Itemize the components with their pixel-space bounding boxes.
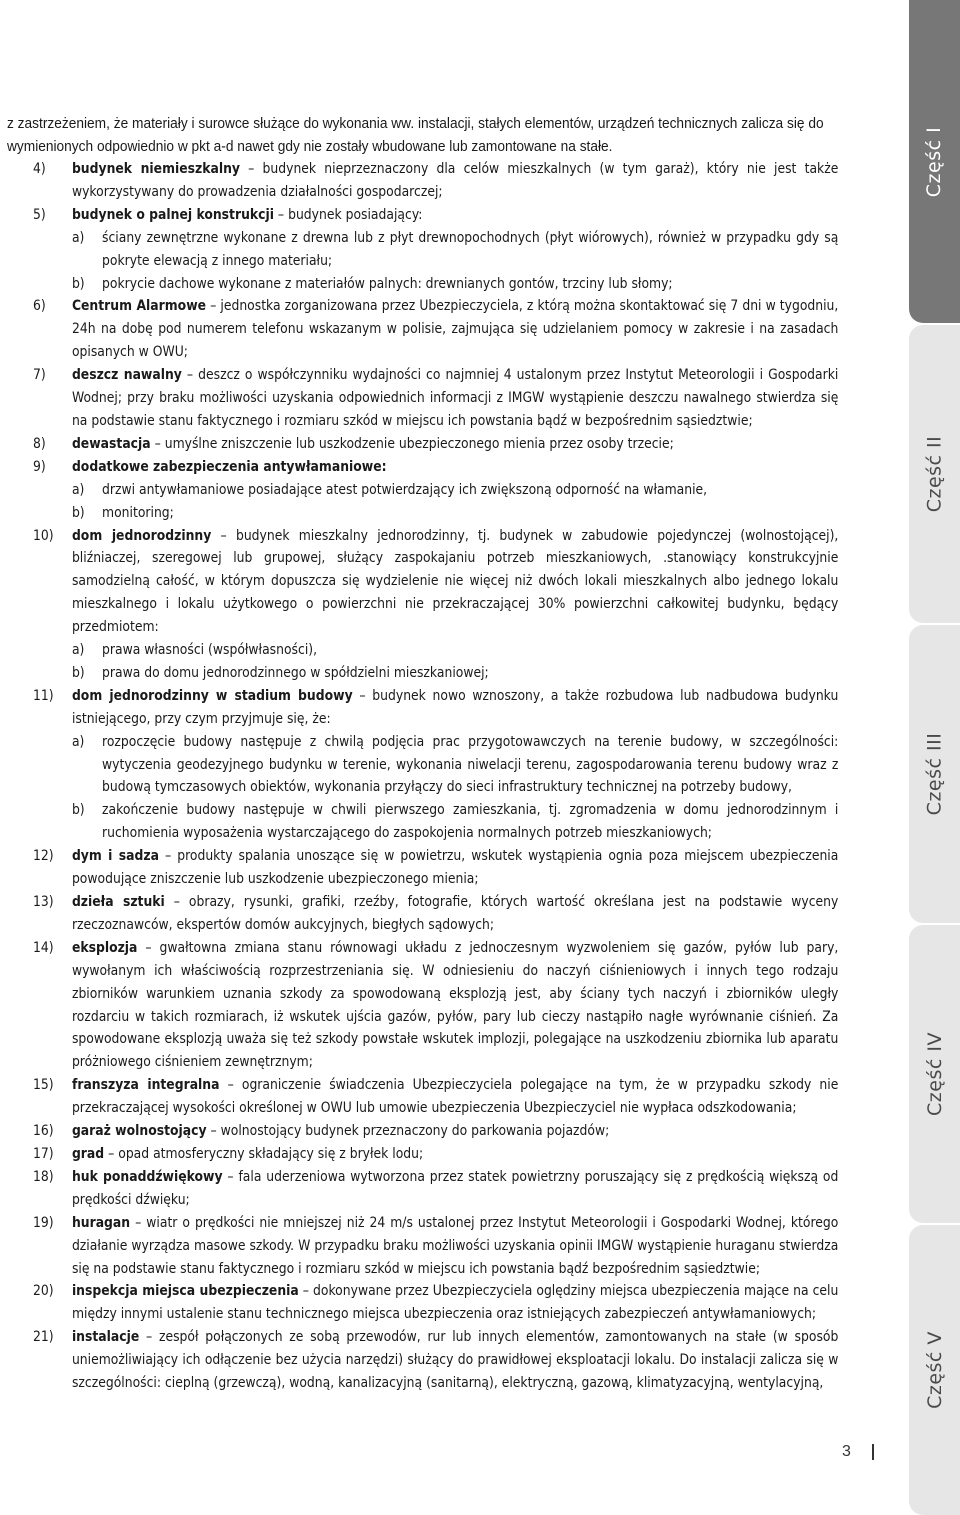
definition-term: huragan [71,1214,131,1231]
subitem-text: ściany zewnętrzne wykonane z drewna lub z płyt drewnopochodnych (płyt wiórowych), również w przypadku gdy są pokryte elewacją z innego materiału; [102,229,839,269]
definition-number: 18) [33,1168,54,1185]
subitem-text: prawa własności (współwłasności), [102,642,318,659]
tab-part-3-label: Część III [923,732,946,816]
definition-number: 9) [33,458,46,475]
definition-text: gwałtowna zmiana stanu równowagi układu z jednoczesnym wyzwoleniem się gazów, pyłów lub pary, wywołanym ich właściwością rozprzestrzeniania się. W odniesieniu do naczyń ciśnieniowych i innych tego rodzaju zbiorników warunkiem uznania szkody za spowodowaną eksplozją jest, aby ściany tych naczyń i zbiorników uległy rozdarciu w takich rozmiarach, iż wskutek ujścia gazów, pyłów, pary lub cieczy nastąpiło nagłe wyrównanie ciśnień. Za spowodowane eksplozją uważa się też szkody powstałe wskutek implozji, polegające na uszkodzeniu zbiornika lub aparatu próżniowego ciśnieniem zewnętrznym; [71,939,839,1071]
definition-item [33,1166,838,1212]
definition-term: dom jednorodzinny [71,527,212,544]
definition-number: 6) [33,298,46,315]
definition-text: produkty spalania unoszące się w powietrzu, wskutek wystąpienia ognia poza miejscem ubezpieczenia powodujące zniszczenie lub uszkodzenie ubezpieczonego mienia; [71,848,839,888]
subitem-letter: a) [71,733,85,750]
definition-subitem [72,639,838,662]
definition-item [33,204,838,296]
definition-item [33,158,838,204]
intro-paragraph: z zastrzeżeniem, że materiały i surowce służące do wykonania ww. instalacji, stałych elementów, urządzeń technicznych zalicza się do wymienionych odpowiednio w pkt a-d nawet gdy nie zostały wbudowane lub zamontowane na stałe. [7,116,824,155]
definition-term: inspekcja miejsca ubezpieczenia [71,1283,299,1300]
tab-part-1[interactable] [909,0,960,323]
definition-number: 14) [33,939,54,956]
page-number-divider [872,1444,874,1460]
tab-part-4-label: Część IV [923,1032,946,1116]
subitem-text: zakończenie budowy następuje w chwili pierwszego zamieszkania, tj. zgromadzenia w domu jednorodzinnym i ruchomienia wyposażenia wystarczającego do zaspokojenia normalnych potrzeb mieszkaniowych; [102,802,839,842]
definition-body: dom jednorodzinny w stadium budowy – budynek nowo wznoszony, a także rozbudowa lub nadbudowa budynku istniejącego, przy czym przyjmuje się, że: [71,687,839,727]
definition-number: 13) [33,894,54,910]
definition-term: grad [71,1145,105,1162]
subitem-letter: b) [71,504,85,521]
definition-text: fala uderzeniowa wytworzona przez statek powietrzny poruszający się z prędkością większą od prędkości dźwięku; [71,1168,839,1208]
definition-item [33,433,838,456]
definition-number: 10) [33,527,54,544]
definition-term: dodatkowe zabezpieczenia antywłamaniowe: [71,458,387,475]
definition-number: 21) [33,1329,54,1346]
definition-item [33,525,838,685]
definition-body: deszcz nawalny – deszcz o współczynniku wydajności co najmniej 4 ustalonym przez Instytut Meteorologii i Gospodarki Wodnej; przy braku możliwości uzyskania odpowiednich informacji z IMGW wystąpienie deszczu nawalnego stwierdza się na podstawie stanu faktycznego i rozmiaru szkód w miejscu ich powstania bądź w bezpośrednim sąsiedztwie; [71,367,839,429]
definition-body: franszyza integralna – ograniczenie świadczenia Ubezpieczyciela polegające na tym, że w przypadku szkody nie przekraczającej wysokości określonej w OWU lub umowie ubezpieczenia Ubezpieczyciel nie wypłaca odszkodowania; [71,1077,839,1117]
definition-item [33,891,838,937]
definition-term: budynek niemieszkalny [71,161,240,177]
subitem-text: prawa do domu jednorodzinnego w spółdzielni mieszkaniowej; [102,664,489,681]
definition-item [33,1074,838,1120]
definition-text: dokonywane przez Ubezpieczyciela oględziny miejsca ubezpieczenia mające na celu między innymi ustalenie stanu technicznego miejsca ubezpieczenia oraz istniejących zabezpieczeń antywłamaniowych; [71,1283,839,1323]
definition-item [33,1143,838,1166]
definitions-list [33,158,838,1395]
tab-part-1-label: Część I [923,126,946,197]
definition-text: wolnostojący budynek przeznaczony do parkowania pojazdów; [220,1123,610,1140]
definition-item [33,937,838,1074]
definition-body: grad – opad atmosferyczny składający się z bryłek lodu; [71,1145,424,1162]
subitem-text: pokrycie dachowe wykonane z materiałów palnych: drewnianych gontów, trzciny lub słomy; [102,275,673,292]
definition-body: eksplozja – gwałtowna zmiana stanu równowagi układu z jednoczesnym wyzwoleniem się gazów, pyłów lub pary, wywołanym ich właściwością rozprzestrzeniania się. W odniesieniu do naczyń ciśnieniowych i innych tego rodzaju zbiorników warunkiem uznania szkody za spowodowaną eksplozją jest, aby ściany tych naczyń i zbiorników uległy rozdarciu w takich rozmiarach, iż wskutek ujścia gazów, pyłów, pary lub cieczy nastąpiło nagłe wyrównanie ciśnień. Za spowodowane eksplozją uważa się też szkody powstałe wskutek implozji, polegające na uszkodzeniu zbiornika lub aparatu próżniowego ciśnieniem zewnętrznym; [71,939,839,1071]
definition-term: eksplozja [71,939,138,956]
definition-subitem [72,479,838,502]
definition-text: budynek nieprzeznaczony dla celów mieszkalnych (w tym garaż), który nie jest także wykorzystywany do prowadzenia działalności gospodarczej; [71,161,839,200]
definition-text: opad atmosferyczny składający się z bryłek lodu; [118,1145,424,1162]
definition-text: jednostka zorganizowana przez Ubezpieczyciela, z którą można skontaktować się 7 dni w tygodniu, 24h na dobę pod numerem telefonu wskazanym w polisie, zajmująca się udzielaniem pomocy w zakresie i na zasadach opisanych w OWU; [71,298,839,361]
subitem-letter: a) [71,229,85,246]
page-number: 3 [842,1443,851,1460]
definition-term: dom jednorodzinny w stadium budowy [71,687,353,704]
definition-body: huk ponaddźwiękowy – fala uderzeniowa wytworzona przez statek powietrzny poruszający się z prędkością większą od prędkości dźwięku; [71,1168,839,1208]
definition-body: huragan – wiatr o prędkości nie mniejszej niż 24 m/s ustalonej przez Instytut Meteorologii i Gospodarki Wodnej, którego działanie wyrządza masowe szkody. W przypadku braku możliwości uzyskania opinii IMGW wystąpienie huraganu stwierdza się na podstawie stanu faktycznego i rozmiaru szkód w miejscu ich powstania bądź bezpośrednim sąsiedztwie; [71,1214,839,1277]
definition-text: umyślne zniszczenie lub uszkodzenie ubezpieczonego mienia przez osoby trzecie; [164,435,674,452]
definition-body: dom jednorodzinny – budynek mieszkalny jednorodzinny, tj. budynek w zabudowie pojedynczej (wolnostojącej), bliźniaczej, szeregowej lub grupowej, służący zaspokajaniu potrzeb mieszkaniowych, .stanowiący konstrukcyjnie samodzielną całość, w którym dopuszcza się wydzielenie nie więcej niż dwóch lokali mieszkalnych albo jednego lokalu mieszkalnego i lokalu użytkowego o powierzchni nie przekraczającej 30% powierzchni całkowitej budynku, będący przedmiotem: [71,527,839,636]
definition-body: inspekcja miejsca ubezpieczenia – dokonywane przez Ubezpieczyciela oględziny miejsca ubezpieczenia mające na celu między innymi ustalenie stanu technicznego miejsca ubezpieczenia oraz istniejących zabezpieczeń antywłamaniowych; [71,1283,839,1323]
definition-term: deszcz nawalny [71,367,182,384]
definition-term: dym i sadza [71,848,159,865]
definition-text: zespół połączonych ze sobą przewodów, rur lub innych elementów, zamontowanych na stałe (w sposób uniemożliwiający ich odłączenie bez użycia narzędzi) służący do prawidłowej eksploatacji lokalu. Do instalacji zalicza się w szczególności: cieplną (grzewczą), wodną, kanalizacyjną (sanitarną), elektryczną, gazową, klimatyzacyjną, wentylacyjną, [71,1329,839,1392]
subitem-letter: a) [71,481,85,498]
definition-item [33,1326,838,1395]
definition-term: franszyza integralna [71,1077,220,1094]
definition-subitem [72,502,838,525]
definition-subitem [72,227,838,273]
definition-body: dzieła sztuki – obrazy, rysunki, grafiki, rzeźby, fotografie, których wartość określana jest na podstawie wyceny rzeczoznawców, ekspertów domów aukcyjnych, biegłych sądowych; [71,894,839,933]
definition-number: 11) [33,687,54,704]
definition-item [33,685,838,845]
definition-term: dewastacja [71,435,151,452]
subitem-letter: b) [71,802,85,819]
definition-term: dzieła sztuki [71,894,165,910]
tab-part-2-label: Część II [923,435,946,513]
definition-number: 4) [33,161,46,177]
definition-subitem [72,731,838,800]
definition-number: 15) [33,1077,54,1094]
definition-item [33,456,838,525]
definition-body: budynek o palnej konstrukcji – budynek posiadający: [71,206,423,223]
definition-item [33,295,838,364]
definition-subitem [72,273,838,296]
definition-number: 16) [33,1123,54,1140]
tab-part-5-label: Część V [923,1331,946,1409]
definition-text: wiatr o prędkości nie mniejszej niż 24 m/s ustalonej przez Instytut Meteorologii i Gospodarki Wodnej, którego działanie wyrządza masowe szkody. W przypadku braku możliwości uzyskania opinii IMGW wystąpienie huraganu stwierdza się na podstawie stanu faktycznego i rozmiaru szkód w miejscu ich powstania bądź bezpośrednim sąsiedztwie; [71,1214,839,1277]
definition-text: deszcz o współczynniku wydajności co najmniej 4 ustalonym przez Instytut Meteorologii i Gospodarki Wodnej; przy braku możliwości uzyskania odpowiednich informacji z IMGW wystąpienie deszczu nawalnego stwierdza się na podstawie stanu faktycznego i rozmiaru szkód w miejscu ich powstania bądź w bezpośrednim sąsiedztwie; [71,367,839,429]
definition-item [33,1280,838,1326]
definition-item [33,364,838,433]
subitem-text: drzwi antywłamaniowe posiadające atest potwierdzający ich zwiększoną odporność na włamanie, [102,481,708,498]
definition-number: 17) [33,1145,54,1162]
definition-text: budynek mieszkalny jednorodzinny, tj. budynek w zabudowie pojedynczej (wolnostojącej), bliźniaczej, szeregowej lub grupowej, służący zaspokajaniu potrzeb mieszkaniowych, .stanowiący konstrukcyjnie samodzielną całość, w którym dopuszcza się wydzielenie nie więcej niż dwóch lokali mieszkalnych albo jednego lokalu mieszkalnego i lokalu użytkowego o powierzchni nie przekraczającej 30% powierzchni całkowitej budynku, będący przedmiotem: [71,527,839,636]
definition-body: Centrum Alarmowe – jednostka zorganizowana przez Ubezpieczyciela, z którą można skontaktować się 7 dni w tygodniu, 24h na dobę pod numerem telefonu wskazanym w polisie, zajmująca się udzielaniem pomocy w zakresie i na zasadach opisanych w OWU; [71,298,839,361]
definition-number: 19) [33,1214,54,1231]
definition-body: instalacje – zespół połączonych ze sobą przewodów, rur lub innych elementów, zamontowanych na stałe (w sposób uniemożliwiający ich odłączenie bez użycia narzędzi) służący do prawidłowej eksploatacji lokalu. Do instalacji zalicza się w szczególności: cieplną (grzewczą), wodną, kanalizacyjną (sanitarną), elektryczną, gazową, klimatyzacyjną, wentylacyjną, [71,1329,839,1392]
definition-term: garaż wolnostojący [71,1123,207,1140]
definition-number: 20) [33,1283,54,1300]
definition-number: 7) [33,367,46,384]
definition-body: dewastacja – umyślne zniszczenie lub uszkodzenie ubezpieczonego mienia przez osoby trzecie; [71,435,674,452]
section-tabs [909,0,960,1515]
definition-term: instalacje [71,1329,140,1346]
definition-number: 12) [33,848,54,865]
tab-part-4[interactable] [909,925,960,1223]
definition-text: budynek posiadający: [288,206,423,223]
definition-text: ograniczenie świadczenia Ubezpieczyciela polegające na tym, że w przypadku szkody nie przekraczającej wysokości określonej w OWU lub umowie ubezpieczenia Ubezpieczyciel nie wypłaca odszkodowania; [71,1077,839,1117]
definition-number: 5) [33,206,46,223]
definition-subitem [72,799,838,845]
subitem-letter: b) [71,275,85,292]
definition-text: obrazy, rysunki, grafiki, rzeźby, fotografie, których wartość określana jest na podstawie wyceny rzeczoznawców, ekspertów domów aukcyjnych, biegłych sądowych; [71,894,839,933]
definition-item [33,845,838,891]
tab-part-5[interactable] [909,1225,960,1515]
definition-term: Centrum Alarmowe [71,298,207,315]
definition-body [72,456,838,479]
definition-text: budynek nowo wznoszony, a także rozbudowa lub nadbudowa budynku istniejącego, przy czym przyjmuje się, że: [71,687,839,727]
definition-term: huk ponaddźwiękowy [71,1168,223,1185]
definition-body: dym i sadza – produkty spalania unoszące się w powietrzu, wskutek wystąpienia ognia poza miejscem ubezpieczenia powodujące zniszczenie lub uszkodzenie ubezpieczonego mienia; [71,848,839,888]
tab-part-3[interactable] [909,625,960,923]
definition-body: budynek niemieszkalny – budynek nieprzeznaczony dla celów mieszkalnych (w tym garaż), który nie jest także wykorzystywany do prowadzenia działalności gospodarczej; [71,161,839,200]
definition-term: budynek o palnej konstrukcji [71,206,274,223]
subitem-letter: b) [71,664,85,681]
definition-subitem [72,662,838,685]
definition-number: 8) [33,435,46,452]
definition-body: garaż wolnostojący – wolnostojący budynek przeznaczony do parkowania pojazdów; [71,1123,610,1140]
subitem-text: rozpoczęcie budowy następuje z chwilą podjęcia prac przygotowawczych na terenie budowy, w szczególności: wytyczenia geodezyjnego budynku w terenie, wykonania niwelacji terenu, zagospodarowania terenu budowy wraz z budową tymczasowych obiektów, wykonania przyłączy do sieci infrastruktury technicznej na potrzeby budowy, [102,733,839,796]
definition-item [33,1212,838,1281]
subitem-text: monitoring; [102,504,174,521]
tab-part-2[interactable] [909,325,960,623]
definition-item [33,1120,838,1143]
subitem-letter: a) [71,642,85,659]
